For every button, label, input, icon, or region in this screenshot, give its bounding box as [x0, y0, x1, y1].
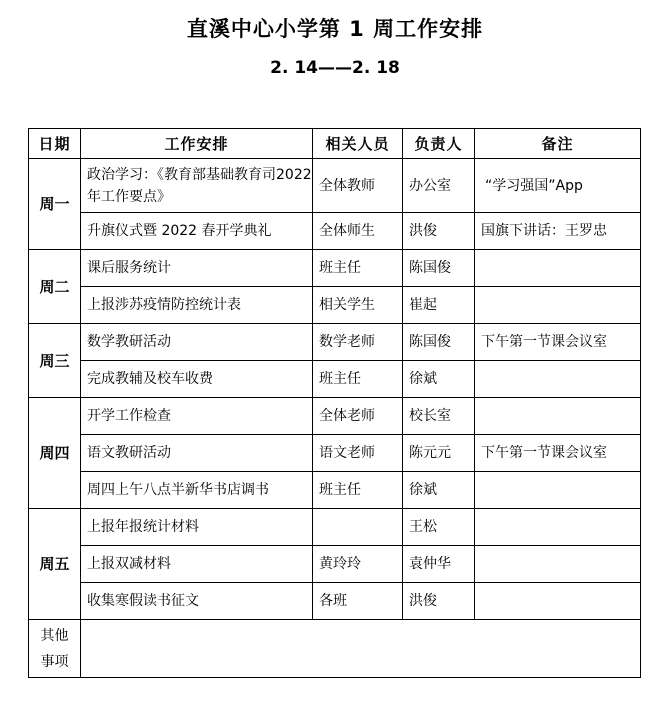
owner-cell: 王松: [403, 509, 475, 546]
table-row: [29, 546, 641, 583]
note-cell: [475, 398, 641, 435]
day-label-tue: 周二: [29, 250, 81, 324]
table-row: [29, 472, 641, 509]
staff-cell: 黄玲玲: [313, 546, 403, 583]
note-cell: [475, 583, 641, 620]
header-note: 备注: [475, 129, 641, 159]
staff-cell: 班主任: [313, 361, 403, 398]
work-cell: 上报年报统计材料: [81, 509, 313, 546]
work-cell: 完成教辅及校车收费: [81, 361, 313, 398]
day-label-fri: 周五: [29, 509, 81, 620]
table-row: [29, 324, 641, 361]
header-owner: 负责人: [403, 129, 475, 159]
other-row: [29, 620, 641, 678]
other-label-line1: 其他: [40, 627, 69, 644]
work-cell: 上报双减材料: [81, 546, 313, 583]
owner-cell: 陈国俊: [403, 250, 475, 287]
note-cell: [475, 361, 641, 398]
owner-cell: 校长室: [403, 398, 475, 435]
work-cell: 政治学习：《教育部基础教育司2022年工作要点》: [81, 159, 313, 213]
day-label-wed: 周三: [29, 324, 81, 398]
header-work: 工作安排: [81, 129, 313, 159]
owner-cell: 洪俊: [403, 213, 475, 250]
staff-cell: 语文老师: [313, 435, 403, 472]
staff-cell: 全体师生: [313, 213, 403, 250]
table-row: [29, 509, 641, 546]
work-cell: 数学教研活动: [81, 324, 313, 361]
note-cell: [475, 546, 641, 583]
note-cell: [475, 509, 641, 546]
staff-cell: 班主任: [313, 250, 403, 287]
staff-cell: 全体老师: [313, 398, 403, 435]
other-label: [29, 620, 81, 678]
staff-cell: 全体教师: [313, 159, 403, 213]
work-cell: 上报涉苏疫情防控统计表: [81, 287, 313, 324]
header-row: [29, 129, 641, 159]
table-row: [29, 159, 641, 213]
work-cell: 升旗仪式暨 2022 春开学典礼: [81, 213, 313, 250]
note-cell: 下午第一节课会议室: [475, 324, 641, 361]
work-cell: 收集寒假读书征文: [81, 583, 313, 620]
note-cell: 国旗下讲话：王罗忠: [475, 213, 641, 250]
table-row: [29, 398, 641, 435]
staff-cell: 各班: [313, 583, 403, 620]
header-date: 日期: [29, 129, 81, 159]
date-range: 2. 14——2. 18: [270, 58, 400, 78]
staff-cell: 数学老师: [313, 324, 403, 361]
owner-cell: 洪俊: [403, 583, 475, 620]
owner-cell: 袁仲华: [403, 546, 475, 583]
owner-cell: 徐斌: [403, 472, 475, 509]
note-cell: “学习强国”App: [475, 159, 641, 213]
work-cell: 语文教研活动: [81, 435, 313, 472]
staff-cell: 班主任: [313, 472, 403, 509]
day-label-mon: 周一: [29, 159, 81, 250]
owner-cell: 徐斌: [403, 361, 475, 398]
table-row: [29, 435, 641, 472]
header-staff: 相关人员: [313, 129, 403, 159]
note-cell: 下午第一节课会议室: [475, 435, 641, 472]
day-label-thu: 周四: [29, 398, 81, 509]
table-row: [29, 287, 641, 324]
staff-cell: 相关学生: [313, 287, 403, 324]
work-cell: 课后服务统计: [81, 250, 313, 287]
other-content: [81, 620, 641, 678]
page-title: 直溪中心小学第 1 周工作安排: [186, 17, 484, 41]
schedule-table: [28, 128, 641, 678]
table-row: [29, 583, 641, 620]
staff-cell: [313, 509, 403, 546]
work-cell: 开学工作检查: [81, 398, 313, 435]
note-cell: [475, 250, 641, 287]
owner-cell: 崔起: [403, 287, 475, 324]
table-row: [29, 361, 641, 398]
other-label-line2: 事项: [40, 653, 69, 670]
note-cell: [475, 287, 641, 324]
note-cell: [475, 472, 641, 509]
owner-cell: 陈元元: [403, 435, 475, 472]
table-row: [29, 250, 641, 287]
owner-cell: 办公室: [403, 159, 475, 213]
work-cell: 周四上午八点半新华书店调书: [81, 472, 313, 509]
table-row: [29, 213, 641, 250]
owner-cell: 陈国俊: [403, 324, 475, 361]
